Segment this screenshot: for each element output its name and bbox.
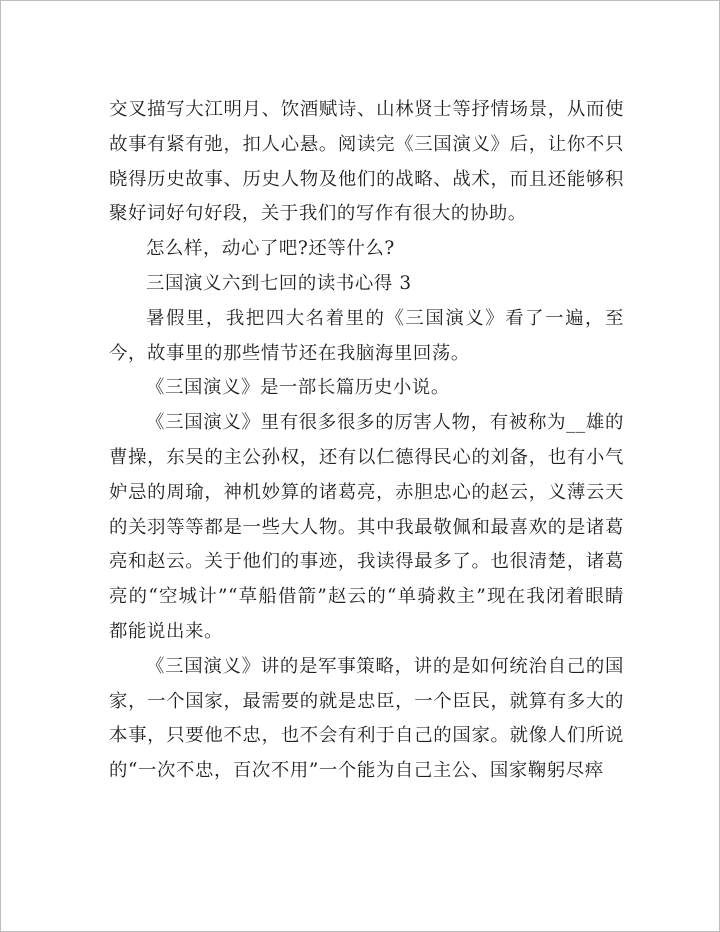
paragraph-characters: 《三国演义》里有很多很多的厉害人物，有被称为__雄的曹操，东吴的主公孙权，还有以仁德得民心的刘备，也有小气妒忌的周瑜，神机妙算的诸葛亮，赤胆忠心的赵云，义薄云天的关羽等等都是一些大人物。其中我最敬佩和最喜欢的是诸葛亮和赵云。关于他们的事迹，我读得最多了。也很清楚，诸葛亮的“空城计”“草船借箭”赵云的“单骑救主”现在我闭着眼睛都能说出来。 bbox=[109, 412, 624, 642]
paragraph-summer: 暑假里，我把四大名着里的《三国演义》看了一遍，至今，故事里的那些情节还在我脑海里回荡。 bbox=[109, 307, 624, 364]
paragraph-strategy: 《三国演义》讲的是军事策略，讲的是如何统治自己的国家，一个国家，最需要的就是忠臣，一个臣民，就算有多大的本事，只要他不忠，也不会有利于自己的国家。就像人们所说的“一次不忠，百次不用”一个能为自己主公、国家鞠躬尽瘁 bbox=[109, 655, 624, 782]
paragraph-question: 怎么样，动心了吧?还等什么? bbox=[146, 238, 395, 260]
paragraph-continuation: 交叉描写大江明月、饮酒赋诗、山林贤士等抒情场景，从而使故事有紧有弛，扣人心悬。阅读完《三国演义》后，让你不只晓得历史故事、历史人物及他们的战略、战术，而且还能够积聚好词好句好段，关于我们的写作有很大的协助。 bbox=[109, 99, 624, 225]
section-heading: 三国演义六到七回的读书心得 3 bbox=[146, 272, 412, 294]
paragraph-novel-intro: 《三国演义》是一部长篇历史小说。 bbox=[146, 377, 450, 399]
document-body bbox=[109, 93, 624, 789]
